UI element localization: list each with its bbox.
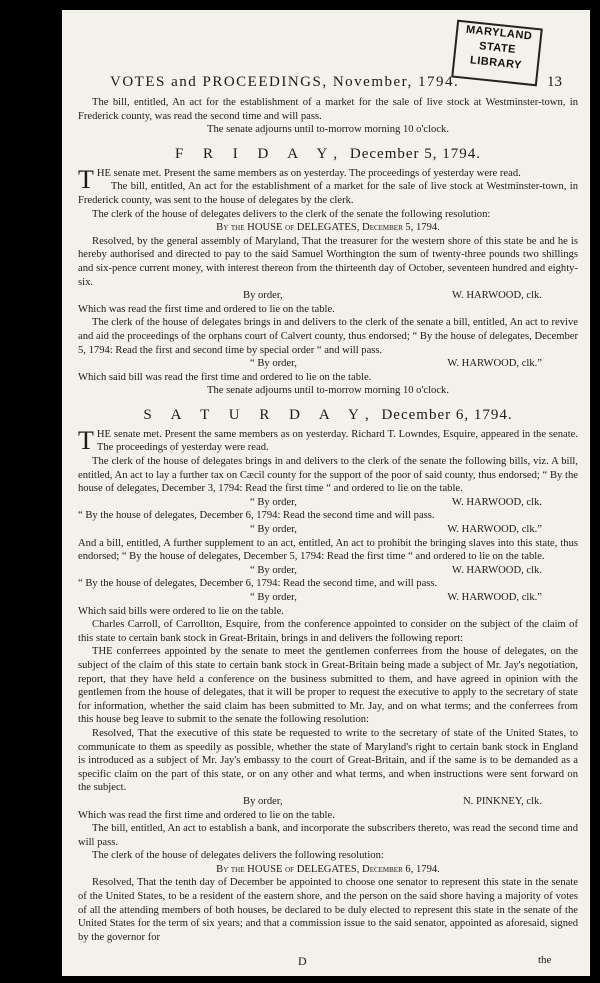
signature-line [78,523,578,537]
document-page [62,10,590,976]
day-heading [78,144,578,164]
page-number: 13 [547,74,562,90]
day-date: December 5, 1794. [349,145,482,162]
paragraph [78,425,578,455]
paragraph: The clerk of the house of delegates brings in and delivers to the clerk of the senate a bill, entitled, An act to revive and aid the proceedings of the orphans court of Calvert county, thus endorsed; “ By the house of delegates, December 5, 1794: Read the first and second time by special order “ and will pass. [78,317,578,356]
adjournment-line: The senate adjourns until to-morrow morning 10 o'clock. [207,385,449,397]
signature-line [78,564,578,578]
paragraph: The bill, entitled, An act for the establishment of a market for the sale of live stock at Westminster-town, in Frederick county, was read the second time and will pass. [78,97,578,122]
signature-name: W. HARWOOD, clk. [452,564,542,576]
adjournment-line: The senate adjourns until to-morrow morning 10 o'clock. [207,124,449,136]
signature-name: N. PINKNEY, clk. [463,795,542,807]
signature-by: “ By order, [250,496,297,508]
paragraph: Resolved, That the tenth day of December be appointed to choose one senator to represent this state in the senate of the United States, to be a resident of the eastern shore, and the person on the said shore having a majority of votes of all the attending members of both houses, be declared to be duly elected to represent this state in the senate of the United States for the term of six years; and that a commission issue to the said senator, appointed as aforesaid, signed by the governor for [78,877,578,943]
drop-cap: T [78,164,94,194]
running-header [62,72,590,94]
paragraph: The clerk of the house of delegates delivers to the clerk of the senate the following resolution: [92,208,491,220]
signature-by: “ By order, [250,524,297,536]
paragraph: Charles Carroll, of Carrollton, Esquire, from the conference appointed to consider on the subject of the claim of this state to certain bank stock in Great-Britain, brings in and delivers the following report: [78,619,578,644]
signature-by: “ By order, [250,564,297,576]
signature-line [78,496,578,510]
signature-by: “ By order, [250,358,297,370]
signature-line [78,289,578,303]
signature-name: W. HARWOOD, clk.” [447,358,542,370]
signature-by: By order, [243,290,283,302]
signature-line [78,357,578,371]
page-body [78,96,578,944]
resolution-heading: By the HOUSE of DELEGATES, December 5, 1794. [216,222,440,234]
signature-name: W. HARWOOD, clk.” [447,524,542,536]
signature-name: W. HARWOOD, clk.” [447,592,542,603]
signature-by: “ By order, [250,592,297,603]
signature-name: W. HARWOOD, clk. [452,496,542,508]
stamp-line: STATE [478,40,517,56]
stamp-line: MARYLAND [465,23,533,43]
paragraph: The clerk of the house of delegates delivers the following resolution: [92,850,384,862]
paragraph: The bill, entitled, An act for the establishment of a market for the sale of live stock at Westminster-town, in Frederick county, was sent to the house of delegates by the clerk. [78,181,578,206]
signature-line [78,591,578,605]
paragraph: Which said bill was read the first time and ordered to lie on the table. [78,371,372,383]
signature-line [78,795,578,809]
paragraph: “ By the house of delegates, December 6, 1794: Read the second time, and will pass. [78,578,438,590]
stamp-line: LIBRARY [469,54,523,72]
day-heading [78,405,578,425]
header-title: VOTES and PROCEEDINGS, November, 1794. [110,74,460,90]
paragraph: Which said bills were ordered to lie on the table. [78,605,284,617]
day-name: S A T U R D A Y, [143,406,377,423]
paragraph: “ By the house of delegates, December 6, 1794: Read the second time and will pass. [78,510,435,522]
day-date: December 6, 1794. [381,406,513,423]
paragraph: Which was read the first time and ordered to lie on the table. [78,809,335,821]
catchword: the [538,954,552,966]
paragraph: Resolved, That the executive of this state be requested to write to the secretary of state of the United States, to communicate to them as speedily as possible, whether the state of Maryland's right to certain bank stock in England is introduced as a subject of Mr. Jay's embassy to the court of Great-Britain, and if the same is to be demanded as a specific claim on the part of this state, or on any other and what terms, and when instructions were sent forward on the subject. [78,727,578,794]
page-footer [62,954,590,970]
day-name: F R I D A Y, [174,145,346,162]
signature-mark: D [298,954,307,968]
paragraph: Resolved, by the general assembly of Maryland, That the treasurer for the western shore of this state be and he is hereby authorised and directed to pay to the said Samuel Worthington the sum of twenty-three pounds two shillings and six-pence current money, with interest thereon from the thirteenth day of October, seventeen hundred and eighty-six. [78,235,578,288]
drop-cap: T [78,425,94,455]
paragraph-text: HE senate met. Present the same members as on yesterday. Richard T. Lowndes, Esquire, appeared in the senate. The proceedings of yesterday were read. [96,428,578,454]
signature-name: W. HARWOOD, clk. [452,290,542,302]
resolution-heading: By the HOUSE of DELEGATES, December 6, 1794. [216,863,440,875]
paragraph-text: HE senate met. Present the same members as on yesterday. The proceedings of yesterday were read. [96,167,521,179]
paragraph: The clerk of the house of delegates brings in and delivers to the clerk of the senate the following bills, viz. A bill, entitled, An act to lay a further tax on Cæcil county for the support of the poor of said county, thus endorsed; “ By the house of delegates, December 3, 1794: Read the first time “ and ordered to lie on the table. [78,456,578,495]
paragraph: And a bill, entitled, A further supplement to an act, entitled, An act to prohibit the bringing slaves into this state, thus endorsed; “ By the house of delegates, December 5, 1794: Read the first time “ and ordered to lie on the table. [78,537,578,563]
paragraph: Which was read the first time and ordered to lie on the table. [78,303,335,315]
paragraph: The bill, entitled, An act to establish a bank, and incorporate the subscribers thereto, was read the second time and will pass. [78,823,578,848]
paragraph: THE conferrees appointed by the senate to meet the gentlemen conferrees from the house of delegates, on the subject of the claim of this state to certain bank stock in Great-Britain being made a subject of Mr. Jay's negotiation, report, that they have held a conference on the business submitted to them, and have agreed in opinion with the gentlemen from the house of delegates, that it will be proper to request the executive to apply to the secretary of state for information, whether the said claim has been submitted to Mr. Jay, and on what terms; and the conferrees from this house beg leave to submit to the senate the following resolution: [78,646,578,726]
signature-by: By order, [243,795,283,807]
